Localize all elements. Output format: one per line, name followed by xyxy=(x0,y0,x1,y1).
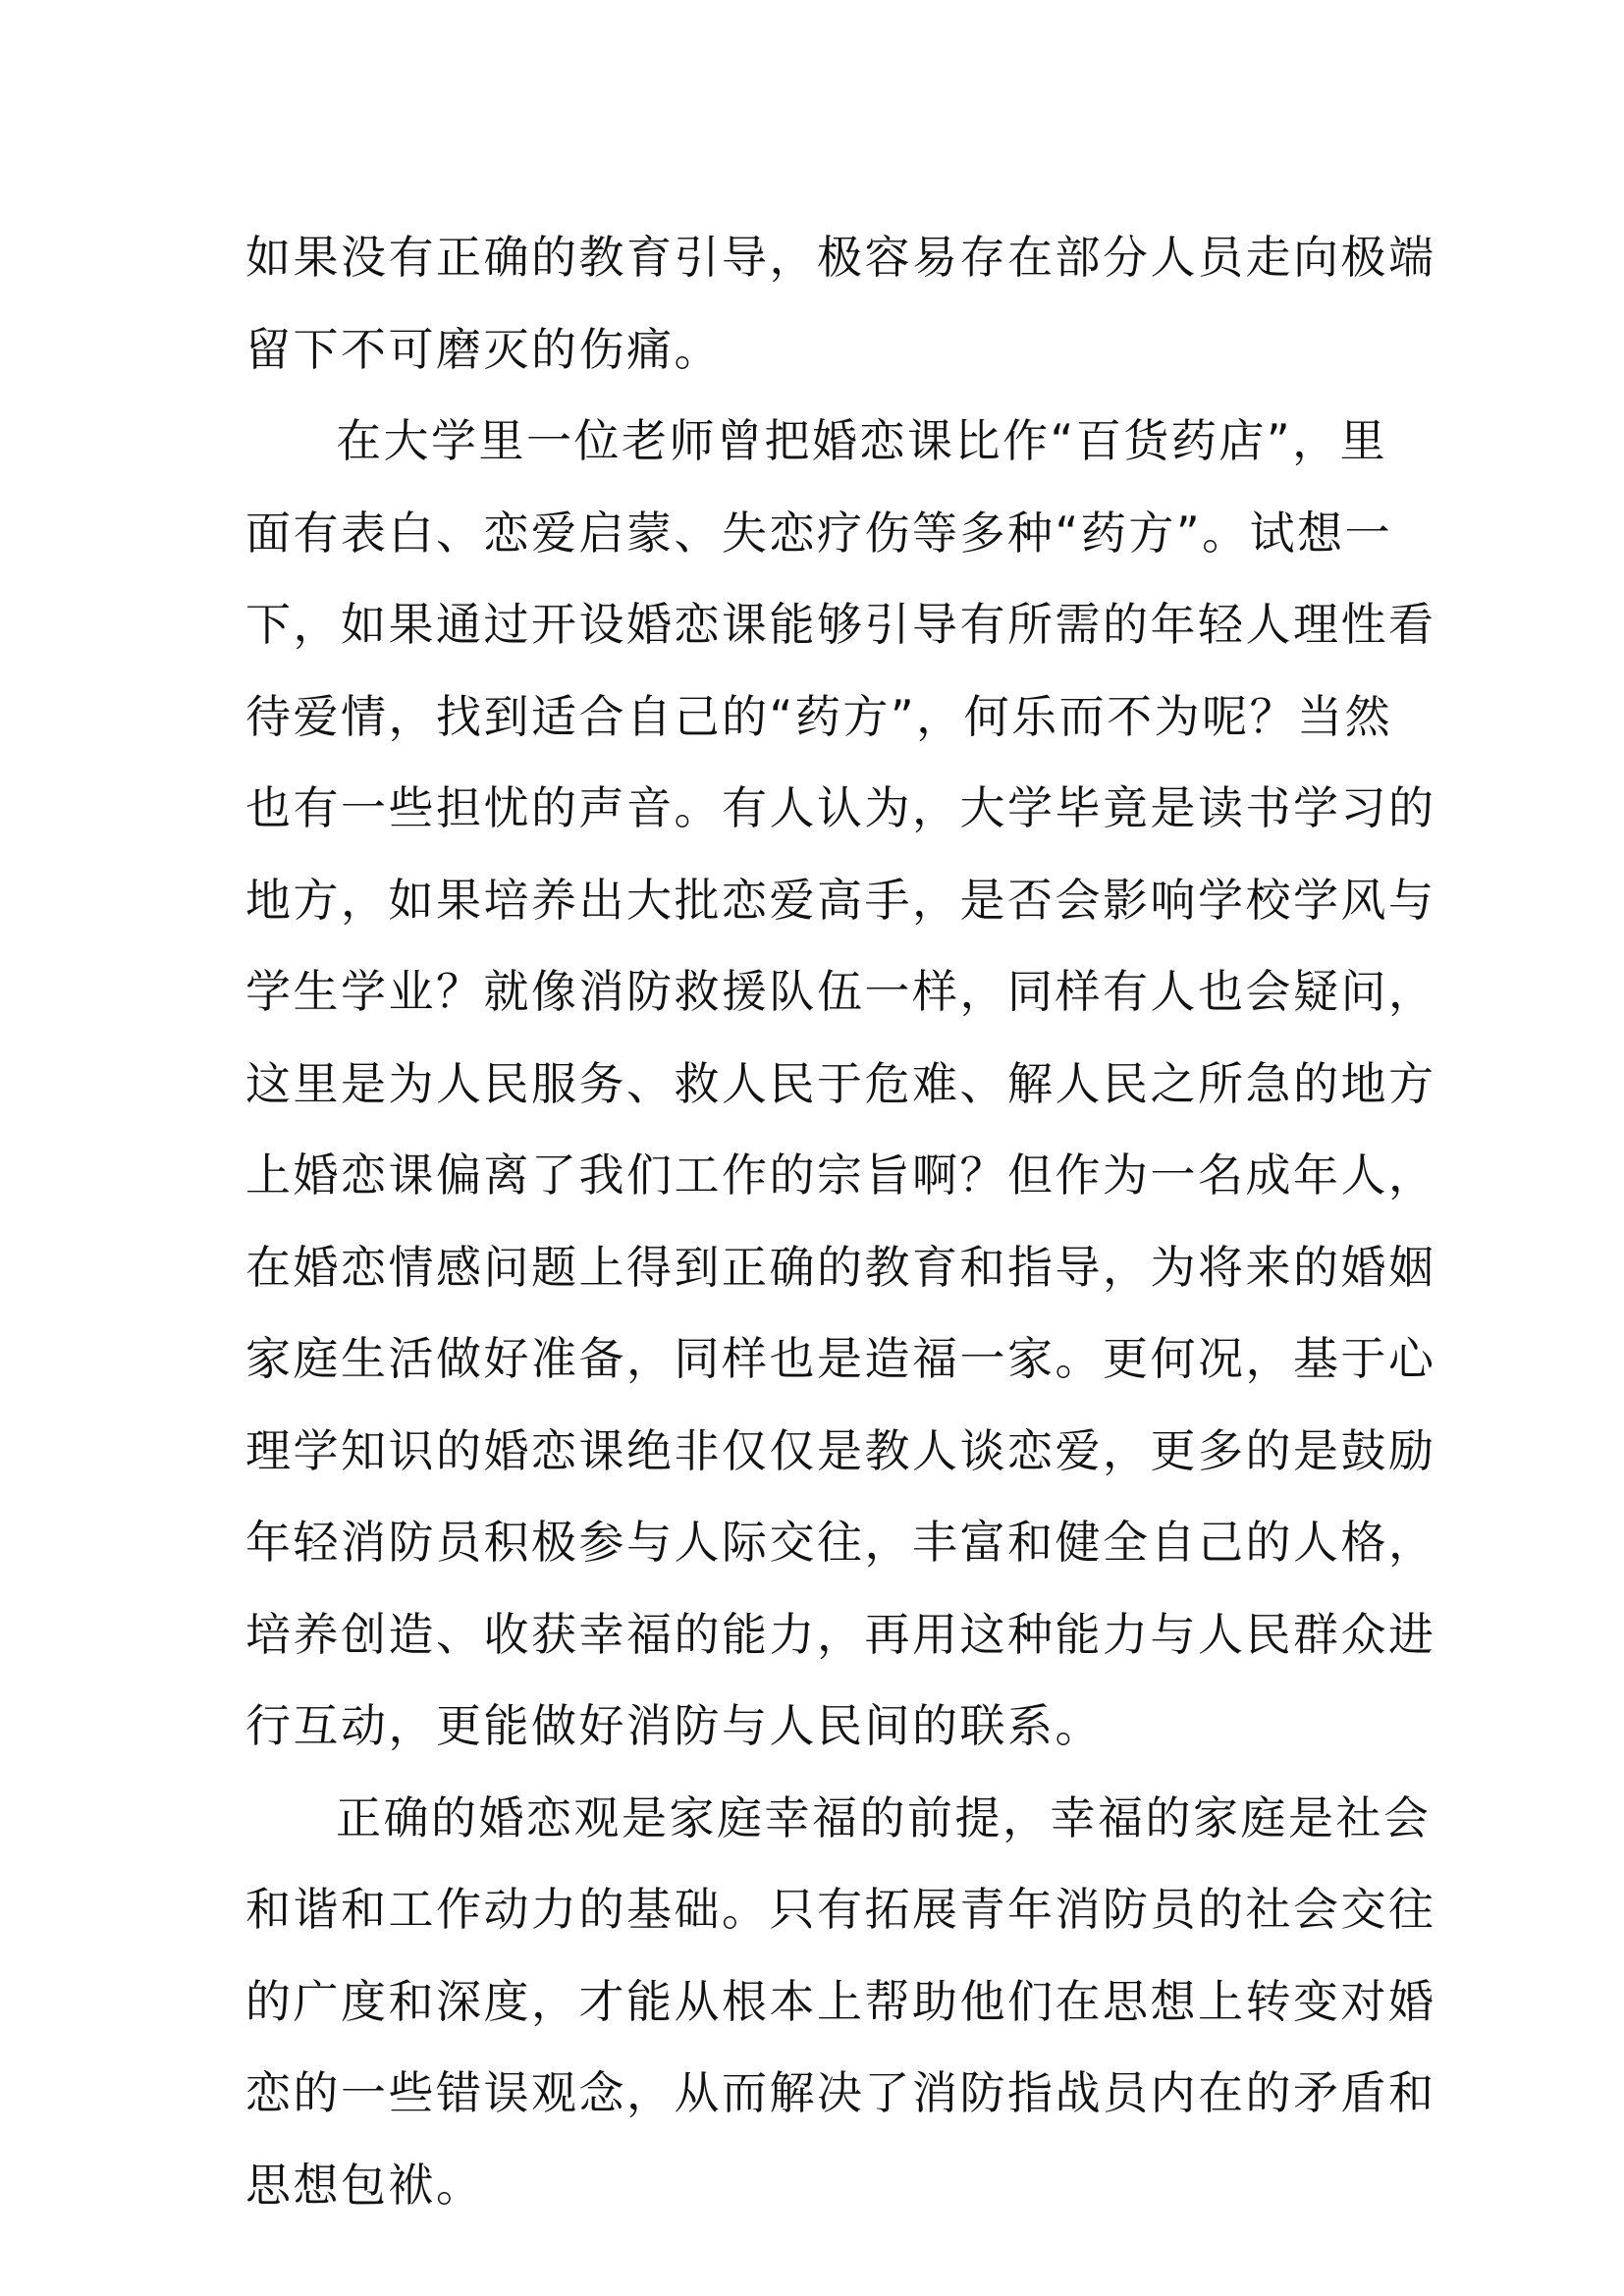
text-line: 思想包袱。 xyxy=(245,2158,484,2212)
paragraph-1 xyxy=(245,212,1436,396)
text-line: 行互动，更能做好消防与人民间的联系。 xyxy=(245,1699,1103,1752)
text-line: 年轻消防员积极参与人际交往，丰富和健全自己的人格， xyxy=(245,1516,1436,1569)
document-body xyxy=(245,212,1436,2231)
text-line: 在婚恋情感问题上得到正确的教育和指导，为将来的婚姻 xyxy=(245,1240,1436,1294)
text-line: 面有表白、恋爱启蒙、失恋疗伤等多种“药方”。试想一 xyxy=(245,506,1393,560)
text-line: 恋的一些错误观念，从而解决了消防指战员内在的矛盾和 xyxy=(245,2066,1436,2119)
paragraph-2 xyxy=(245,396,1436,1773)
text-line: 在大学里一位老师曾把婚恋课比作“百货药店”，里 xyxy=(336,414,1388,467)
text-line: 待爱情，找到适合自己的“药方”，何乐而不为呢？当然 xyxy=(245,689,1393,743)
text-line: 和谐和工作动力的基础。只有拓展青年消防员的社会交往 xyxy=(245,1883,1436,1936)
text-line: 下，如果通过开设婚恋课能够引导有所需的年轻人理性看 xyxy=(245,598,1436,651)
text-line: 也有一些担忧的声音。有人认为，大学毕竟是读书学习的 xyxy=(245,781,1436,834)
text-line: 培养创造、收获幸福的能力，再用这种能力与人民群众进 xyxy=(245,1607,1436,1661)
text-line: 家庭生活做好准备，同样也是造福一家。更何况，基于心 xyxy=(245,1332,1436,1385)
text-line: 上婚恋课偏离了我们工作的宗旨啊？但作为一名成年人， xyxy=(245,1148,1436,1201)
text-line: 的广度和深度，才能从根本上帮助他们在思想上转变对婚 xyxy=(245,1974,1436,2028)
text-line: 留下不可磨灭的伤痛。 xyxy=(245,322,722,376)
text-line: 正确的婚恋观是家庭幸福的前提，幸福的家庭是社会 xyxy=(336,1790,1432,1844)
text-line: 如果没有正确的教育引导，极容易存在部分人员走向极端 xyxy=(245,231,1436,284)
text-line: 地方，如果培养出大批恋爱高手，是否会影响学校学风与 xyxy=(245,873,1436,927)
text-line: 学生学业？就像消防救援队伍一样，同样有人也会疑问， xyxy=(245,965,1436,1018)
text-line: 理学知识的婚恋课绝非仅仅是教人谈恋爱，更多的是鼓励 xyxy=(245,1423,1436,1477)
text-line: 这里是为人民服务、救人民于危难、解人民之所急的地方 xyxy=(245,1056,1436,1110)
paragraph-3 xyxy=(245,1773,1436,2232)
